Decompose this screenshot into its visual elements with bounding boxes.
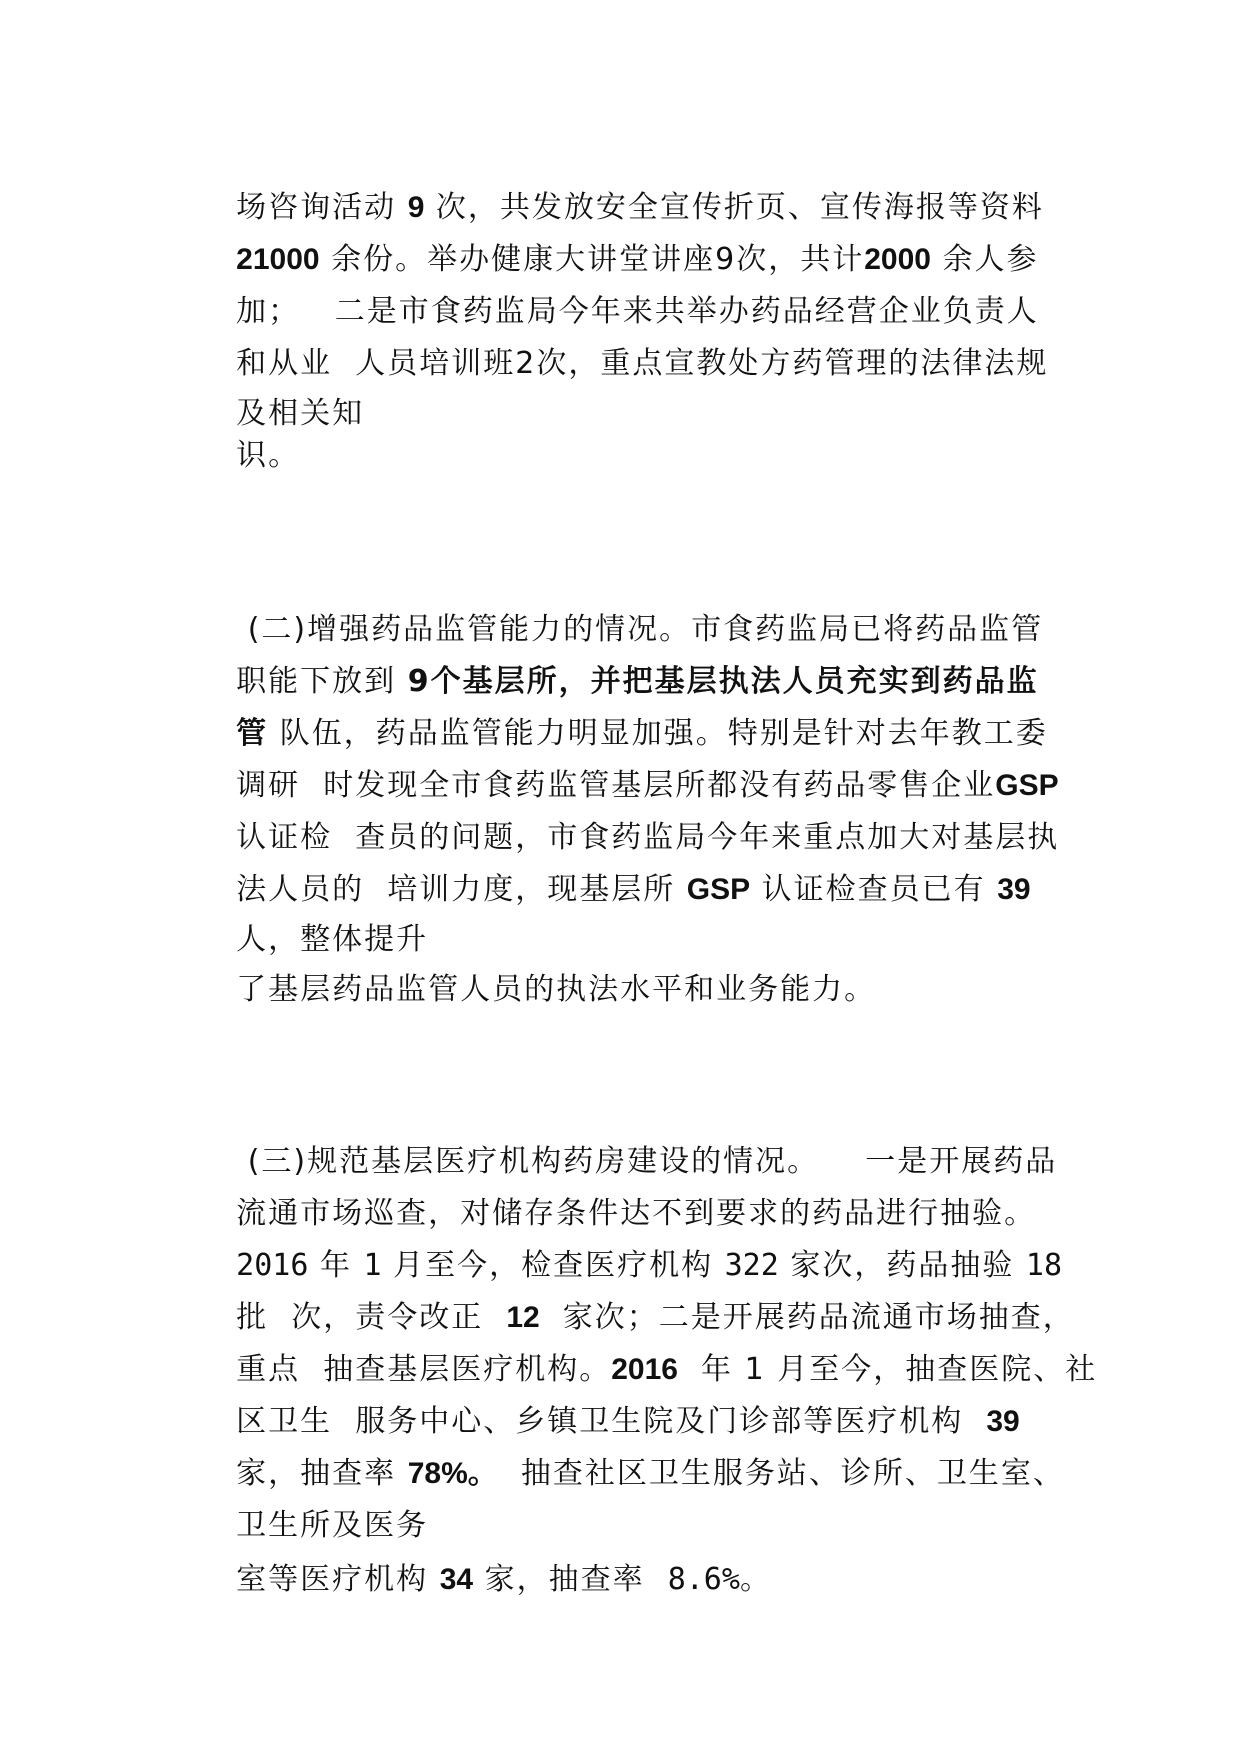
text-run: 调研 时发现全市食药监管基层所都没有药品零售企业: [236, 768, 996, 803]
text-line: [190, 200, 1039, 277]
text-run: 余人参: [930, 242, 1039, 277]
text-run: 余份。举办健康大讲堂讲座9次，共计: [319, 242, 865, 277]
text-run: 批 次，责令改正: [236, 1300, 507, 1335]
text-run: 区卫生 服务中心、乡镇卫生院及门诊部等医疗机构: [236, 1404, 987, 1439]
text-line: [190, 1310, 1098, 1387]
text-line: [190, 1466, 429, 1543]
text-line: [190, 1154, 1037, 1231]
text-line: [190, 622, 1039, 699]
text-run: 职能下放到: [236, 664, 408, 699]
number-run: 39: [986, 1405, 1020, 1438]
text-line: [190, 880, 429, 957]
number-run: 2016: [236, 1248, 309, 1283]
text-run: 队伍，药品监管能力明显加强。特别是针对去年教工委: [268, 716, 1048, 751]
text-run: 卫生所及医务: [236, 1508, 429, 1543]
text-run: 识。: [236, 438, 301, 473]
text-line: [190, 1258, 1075, 1335]
text-run: 和从业 人员培训班2次，重点宣教处方药管理的法律法规: [236, 346, 1049, 381]
text-line: [190, 726, 1059, 803]
text-line: [190, 570, 1044, 647]
number-run: 2000: [864, 243, 931, 276]
number-run: GSP: [995, 769, 1059, 802]
text-line: [190, 1414, 1065, 1491]
text-run: 家次；二是开展药品流通市场抽查，: [539, 1300, 1075, 1335]
text-run: 家，抽查率: [236, 1456, 408, 1491]
number-run: 18: [1025, 1248, 1063, 1283]
text-run: 月至今，检查医疗机构: [381, 1248, 725, 1283]
number-run: GSP: [686, 873, 751, 906]
text-line: [190, 1206, 1063, 1283]
text-line: [190, 830, 1031, 907]
text-run: 认证检查员已有: [750, 872, 998, 907]
text-line: [190, 674, 1048, 751]
text-run: 家次，药品抽验: [778, 1248, 1026, 1283]
text-line: [190, 304, 1049, 381]
text-run: 了基层药品监管人员的执法水平和业务能力。: [236, 972, 877, 1007]
text-run: 加； 二是市食药监局今年来共举办药品经营企业负责人: [236, 294, 1039, 329]
section-heading-run: (三)规范基层医疗机构药房建设的情况。 一是开展药品: [236, 1144, 1058, 1179]
text-line: [190, 1520, 772, 1597]
text-run: 家，抽查率: [473, 1562, 668, 1597]
text-line: [190, 778, 1060, 855]
text-run: 抽查社区卫生服务站、诊所、卫生室、: [497, 1456, 1065, 1491]
bold-run: 9个基层所，并把基层执法人员充实到药品监: [407, 664, 1039, 699]
text-run: 室等医疗机构: [236, 1562, 440, 1597]
number-run: 39: [997, 873, 1031, 906]
number-run: 8.6%: [667, 1562, 740, 1597]
number-run: 12: [506, 1301, 540, 1334]
bold-run: 管: [236, 716, 269, 751]
number-run: 9: [407, 191, 425, 224]
text-line: [190, 1102, 1058, 1179]
text-run: 流通市场巡查，对储存条件达不到要求的药品进行抽验。: [236, 1196, 1037, 1231]
text-line: [190, 354, 365, 431]
number-run: 1: [363, 1248, 382, 1283]
text-line: [190, 252, 1039, 329]
text-run: 次，共发放安全宣传折页、宣传海报等资料: [424, 190, 1044, 225]
text-line: [190, 148, 1044, 225]
text-run: 重点 抽查基层医疗机构。: [236, 1352, 612, 1387]
text-run: 认证检 查员的问题，市食药监局今年来重点加大对基层执: [236, 820, 1060, 855]
text-run: 年 1 月至今，抽查医院、社: [677, 1352, 1098, 1387]
number-run: 34: [439, 1563, 474, 1596]
text-line: [190, 1362, 1020, 1439]
number-run: 78%。: [407, 1457, 498, 1490]
text-line: [190, 930, 877, 1007]
text-run: 场咨询活动: [236, 190, 408, 225]
text-run: 人，整体提升: [236, 922, 429, 957]
section-heading-run: (二)增强药品监管能力的情况。市食药监局已将药品监管: [236, 612, 1044, 647]
number-run: 21000: [236, 243, 320, 276]
text-run: 法人员的 培训力度，现基层所: [236, 872, 687, 907]
text-run: 及相关知: [236, 396, 365, 431]
text-run: 。: [739, 1562, 772, 1597]
number-run: 322: [724, 1248, 779, 1283]
text-run: 年: [308, 1248, 364, 1283]
number-run: 2016: [611, 1353, 678, 1386]
